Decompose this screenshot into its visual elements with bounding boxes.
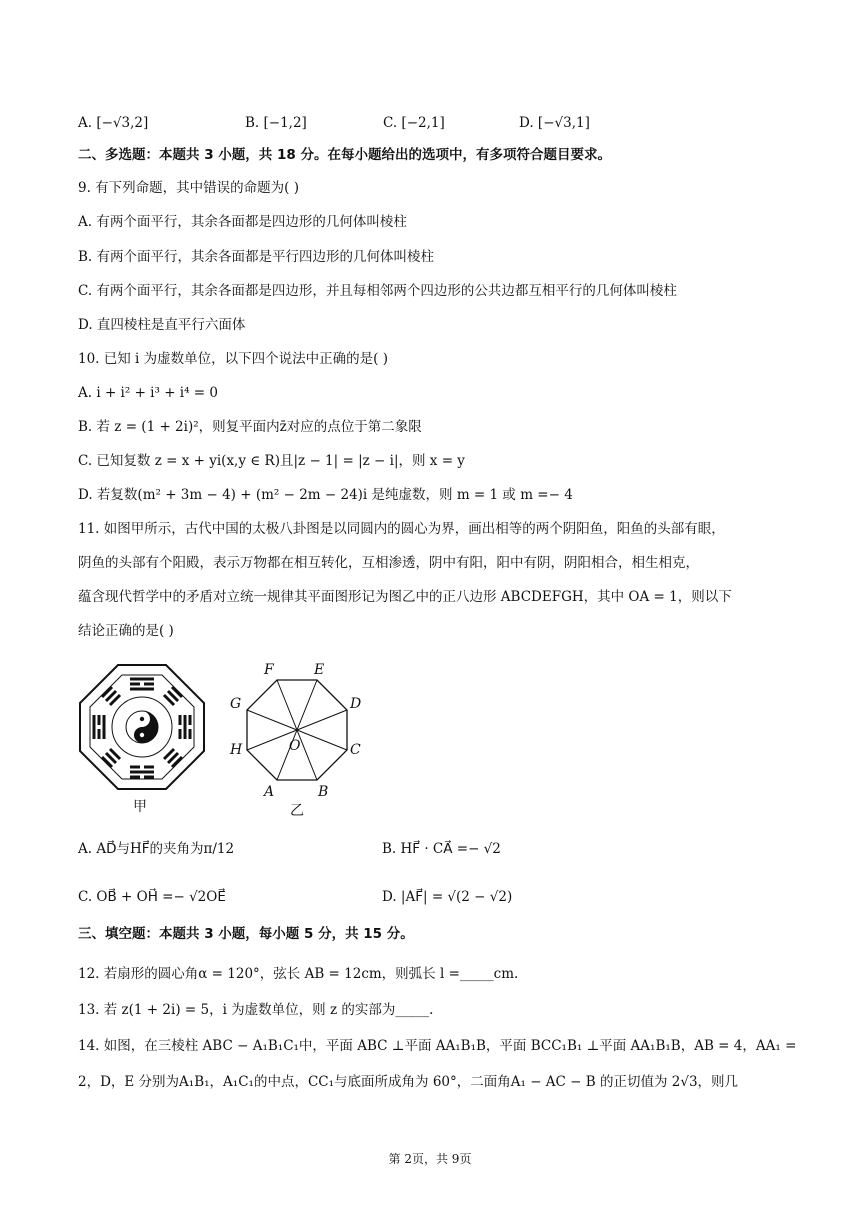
vertex-a: A (264, 784, 275, 800)
taiji-bagua-figure (78, 663, 206, 793)
section3-title: 三、填空题：本题共 3 小题，每小题 5 分，共 15 分。 (78, 926, 414, 942)
q10-option-a: A. i + i² + i³ + i⁴ = 0 (78, 385, 219, 401)
q8-option-c: C. [−2,1] (383, 115, 445, 131)
caption-jia: 甲 (133, 799, 147, 815)
q11-line-2: 阴鱼的头部有个阳殿，表示万物都在相互转化，互相渗透，阴中有阳，阳中有阴，阴阳相合，相生相克， (78, 555, 699, 571)
q11-line-1: 11. 如图甲所示，古代中国的太极八卦图是以同圆内的圆心为界，画出相等的两个阴阳鱼，阳鱼的头部有眼， (78, 521, 725, 537)
q8-option-a: A. [−√3,2] (78, 115, 149, 131)
q12-text: 12. 若扇形的圆心角α = 120°，弦长 AB = 12cm，则弧长 l =_____cm. (78, 966, 519, 982)
vertex-e: E (314, 662, 325, 678)
caption-yi: 乙 (290, 803, 304, 819)
page-footer: 第 2页，共 9页 (388, 1152, 472, 1166)
q11-option-c: C. OB⃗ + OH⃗ =− √2OE⃗ (78, 889, 226, 905)
q11-option-b: B. HF⃗ · CA⃗ =− √2 (382, 841, 501, 857)
q10-option-c: C. 已知复数 z = x + yi(x,y ∈ R)且|z − 1| = |z − i|，则 x = y (78, 453, 465, 469)
vertex-d: D (350, 696, 362, 712)
section2-title: 二、多选题：本题共 3 小题，共 18 分。在每小题给出的选项中，有多项符合题目要求。 (78, 147, 611, 163)
vertex-b: B (318, 784, 329, 800)
q14-line-1: 14. 如图，在三棱柱 ABC − A₁B₁C₁中，平面 ABC ⊥平面 AA₁B₁B，平面 BCC₁B₁ ⊥平面 AA₁B₁B，AB = 4，AA₁ = (78, 1038, 797, 1054)
q14-line-2: 2，D，E 分别为A₁B₁，A₁C₁的中点，CC₁与底面所成角为 60°，二面角A₁ − AC − B 的正切值为 2√3，则几 (78, 1074, 739, 1090)
q11-option-a: A. AD⃗与HF⃗的夹角为π/12 (78, 841, 235, 857)
q8-option-d: D. [−√3,1] (519, 115, 590, 131)
vertex-c: C (350, 742, 361, 758)
q9-option-a: A. 有两个面平行，其余各面都是四边形的几何体叫棱柱 (78, 214, 407, 230)
q8-option-b: B. [−1,2] (245, 115, 307, 131)
q10-stem: 10. 已知 i 为虚数单位，以下四个说法中正确的是( ) (78, 351, 388, 367)
q11-option-d: D. |AF⃗| = √(2 − √2) (382, 889, 513, 905)
q9-option-b: B. 有两个面平行，其余各面都是平行四边形的几何体叫棱柱 (78, 249, 435, 265)
vertex-g: G (230, 696, 242, 712)
q10-option-d: D. 若复数(m² + 3m − 4) + (m² − 2m − 24)i 是纯虚数，则 m = 1 或 m =− 4 (78, 487, 573, 503)
q11-line-3: 蕴含现代哲学中的矛盾对立统一规律其平面图形记为图乙中的正八边形 ABCDEFGH，其中 OA = 1，则以下 (78, 589, 732, 605)
vertex-h: H (230, 742, 243, 758)
q13-text: 13. 若 z(1 + 2i) = 5，i 为虚数单位，则 z 的实部为_____. (78, 1002, 434, 1018)
q9-stem: 9. 有下列命题，其中错误的命题为( ) (78, 180, 299, 196)
center-o: O (289, 738, 301, 754)
q9-option-d: D. 直四棱柱是直平行六面体 (78, 317, 246, 333)
q9-option-c: C. 有两个面平行，其余各面都是四边形，并且每相邻两个四边形的公共边都互相平行的几何体叫棱柱 (78, 283, 677, 299)
q11-line-4: 结论正确的是( ) (78, 623, 174, 639)
regular-octagon-figure (222, 650, 372, 800)
q10-option-b: B. 若 z = (1 + 2i)²，则复平面内z̄对应的点位于第二象限 (78, 419, 422, 435)
vertex-f: F (264, 662, 274, 678)
